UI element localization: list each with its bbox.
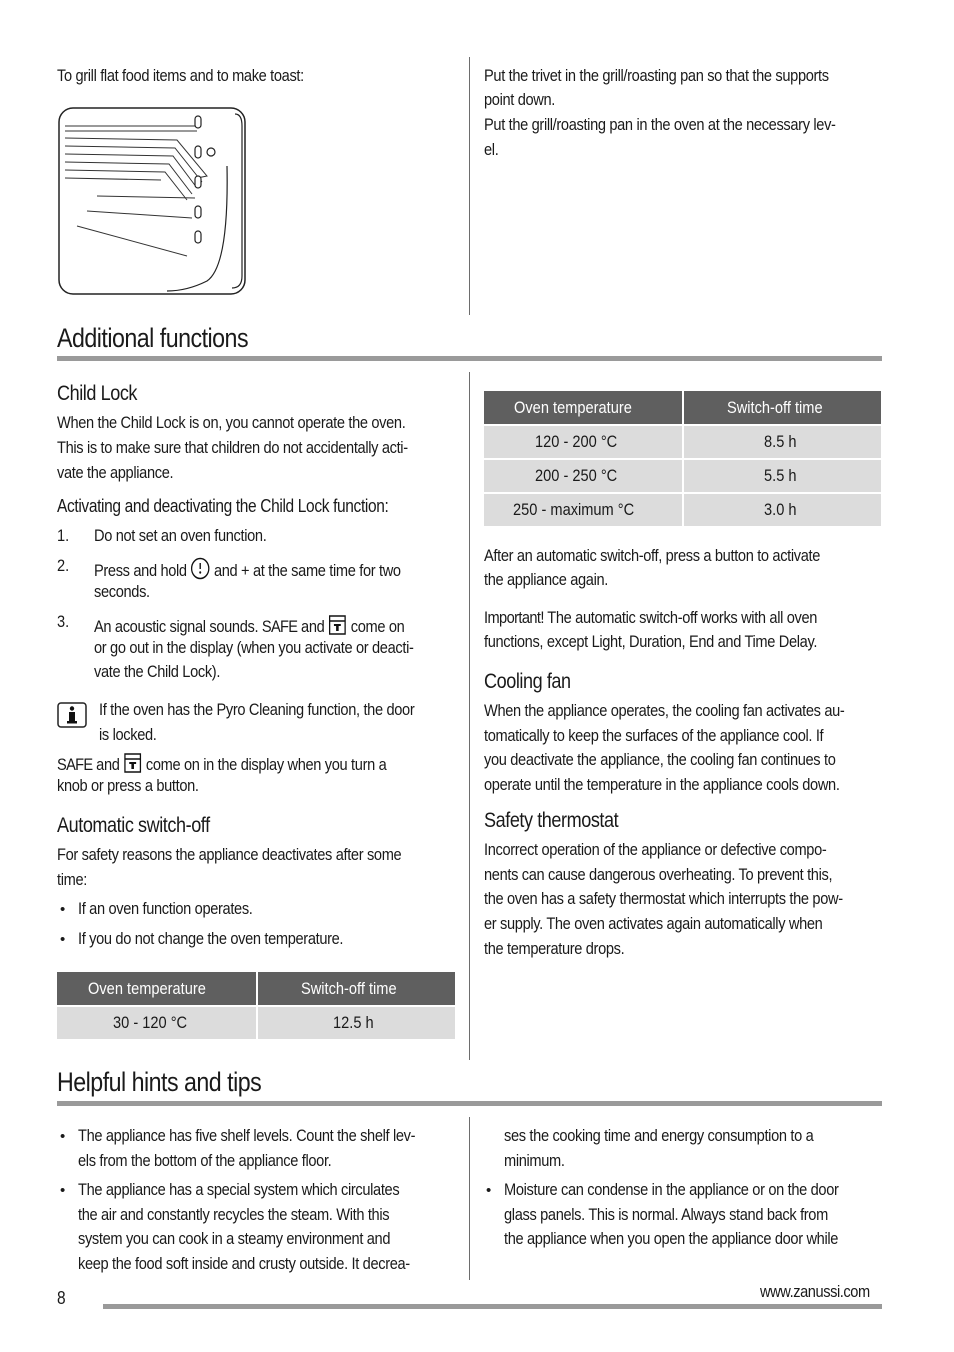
cooling-fan-heading: Cooling fan (484, 670, 571, 693)
table-row (484, 425, 881, 459)
additional-functions-heading: Additional functions (57, 323, 249, 353)
pyro-note-cont: is locked. (99, 725, 157, 744)
table-cell: 200 - 250 °C (484, 459, 683, 493)
table-row (57, 1006, 455, 1039)
table-cell: 5.5 h (683, 459, 881, 493)
bullet: • (60, 931, 66, 948)
column-divider-middle (469, 372, 470, 1060)
safe-label: SAFE (261, 617, 298, 636)
info-icon (57, 702, 87, 733)
bullet: • (486, 1182, 492, 1199)
section-rule-additional (57, 356, 882, 361)
table-header-row (57, 972, 455, 1006)
step-3-text: An acoustic signal sounds. SAFE and come on (94, 614, 455, 641)
table-row (484, 493, 881, 526)
helpful-hints-heading: Helpful hints and tips (57, 1067, 262, 1097)
important-label: Important! (484, 608, 544, 627)
step-1-text: Do not set an oven function. (94, 526, 267, 545)
step-3-text-cont2: vate the Child Lock). (94, 662, 221, 681)
safe-display-text: SAFE and come on in the display when you turn a (57, 752, 440, 779)
bullet: • (60, 901, 66, 918)
table-header: Oven temperature (484, 391, 683, 425)
important-note: Important! The automatic switch-off works with all oven (484, 608, 818, 627)
bullet: • (60, 1182, 66, 1199)
step-3-number: 3. (57, 612, 70, 631)
bullet: • (60, 1128, 66, 1145)
table-cell: 30 - 120 °C (57, 1006, 257, 1039)
page-number: 8 (57, 1288, 66, 1308)
lock-icon (123, 752, 142, 779)
grill-intro: To grill flat food items and to make toast: (57, 66, 304, 85)
switch-off-table-right (484, 391, 881, 526)
table-cell: 12.5 h (257, 1006, 455, 1039)
table-cell: 120 - 200 °C (484, 425, 683, 459)
safety-thermostat-heading: Safety thermostat (484, 809, 619, 832)
step-2-text-cont: seconds. (94, 582, 150, 601)
auto-switch-off-heading: Automatic switch-off (57, 814, 210, 837)
clock-icon (190, 557, 210, 585)
lock-icon (328, 614, 347, 641)
safe-display-text-cont: knob or press a button. (57, 776, 199, 795)
pyro-note: If the oven has the Pyro Cleaning function, the door (99, 700, 415, 719)
table-row (484, 459, 881, 493)
table-cell: 250 - maximum °C (484, 493, 683, 526)
important-note-cont: functions, except Light, Duration, End and Time Delay. (484, 632, 818, 651)
column-divider-top (469, 57, 470, 315)
child-lock-heading: Child Lock (57, 382, 138, 405)
switch-off-table-left (57, 972, 455, 1039)
child-lock-subheading: Activating and deactivating the Child Lock function: (57, 496, 389, 516)
table-header: Switch-off time (257, 972, 455, 1006)
step-3-text-cont: or go out in the display (when you activate or deacti- (94, 638, 414, 657)
footer-website: www.zanussi.com (760, 1282, 870, 1301)
table-header-row (484, 391, 881, 425)
table-header: Oven temperature (57, 972, 257, 1006)
auto-off-bullet-2: If you do not change the oven temperature. (78, 929, 344, 948)
auto-off-bullet-1: If an oven function operates. (78, 899, 253, 918)
table-cell: 3.0 h (683, 493, 881, 526)
oven-shelf-illustration (57, 106, 247, 296)
footer-rule (103, 1304, 882, 1309)
table-cell: 8.5 h (683, 425, 881, 459)
step-1-number: 1. (57, 526, 70, 545)
plus-icon: + (241, 561, 250, 580)
step-2-number: 2. (57, 556, 70, 575)
table-header: Switch-off time (683, 391, 881, 425)
section-rule-hints (57, 1101, 882, 1106)
step-2-text: Press and hold and + at the same time for two (94, 557, 451, 585)
